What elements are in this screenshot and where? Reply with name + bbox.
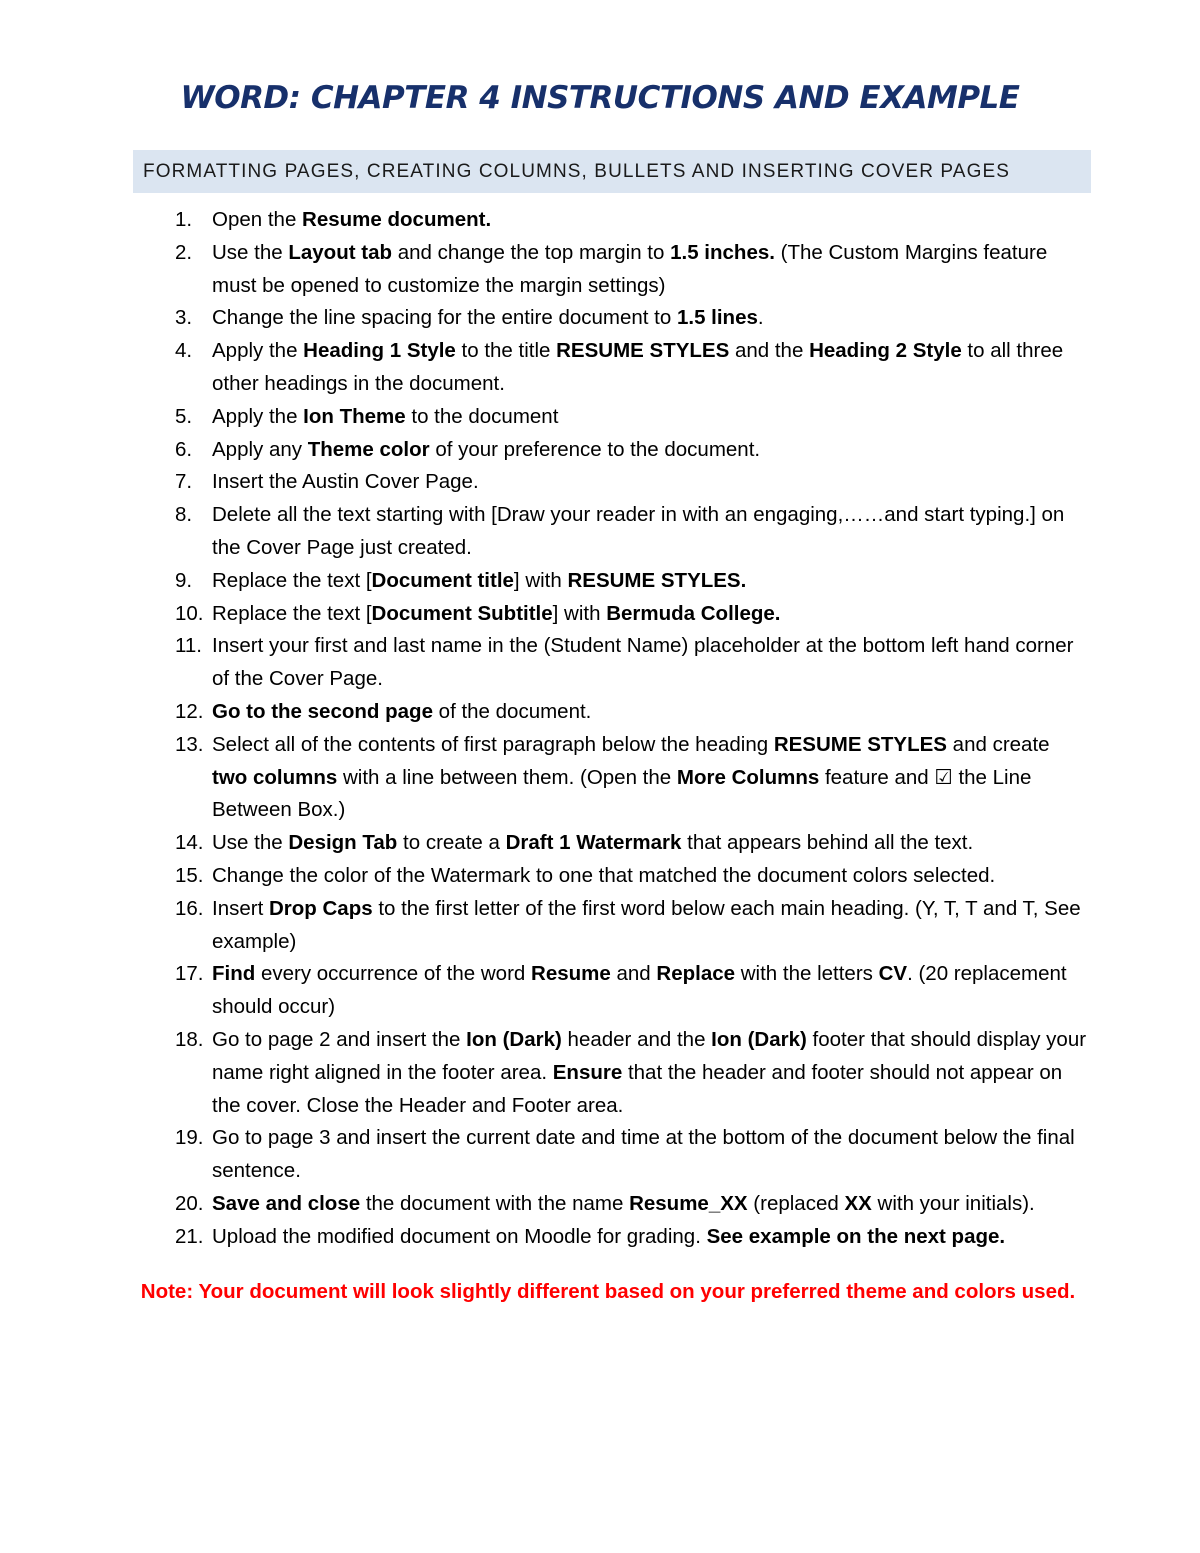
step-text-bold: 1.5 inches. xyxy=(670,240,775,264)
instruction-step xyxy=(175,466,1090,499)
step-text-run: of the document. xyxy=(432,699,592,723)
step-text-run: . (20 replacement should occur) xyxy=(212,962,1067,1019)
step-text-run: Change the color of the Watermark to one that matched the document colors selected. xyxy=(212,863,996,887)
step-text-run: Select all of the contents of first paragraph below the heading xyxy=(212,732,774,756)
step-text xyxy=(212,1024,1090,1122)
step-text-bold: Replace xyxy=(656,962,736,986)
step-number: 9. xyxy=(175,568,193,592)
step-number: 8. xyxy=(175,503,193,527)
step-number: 20. xyxy=(175,1191,204,1215)
step-text-run: ] with xyxy=(513,568,568,592)
step-text-run: to the first letter of the first word below each main heading. (Y, T, T and T, See example) xyxy=(212,896,1081,953)
step-text-run: Replace the text [ xyxy=(212,601,372,625)
instruction-step xyxy=(175,565,1090,598)
step-text xyxy=(212,729,1090,827)
instruction-step xyxy=(175,204,1090,237)
step-text-bold: Document title xyxy=(371,568,514,592)
step-text-bold: Document Subtitle xyxy=(371,601,553,625)
step-text-run: feature and ☑ the Line Between Box.) xyxy=(212,765,1032,822)
step-text-bold: CV xyxy=(878,962,908,986)
step-text xyxy=(212,958,1090,1024)
step-text-run: (The Custom Margins feature must be opened to customize the margin settings) xyxy=(212,240,1048,297)
instruction-step xyxy=(175,237,1090,303)
instruction-step xyxy=(175,893,1090,959)
step-text-run: Open the xyxy=(212,208,303,231)
step-text xyxy=(212,860,1090,893)
step-number: 5. xyxy=(175,404,193,428)
instruction-step xyxy=(175,958,1090,1024)
step-text-run: with the letters xyxy=(735,962,879,986)
step-text xyxy=(212,1188,1090,1221)
step-text-bold: XX xyxy=(844,1191,872,1215)
step-text-bold: RESUME STYLES xyxy=(556,339,730,363)
step-text-bold: Go to the second page xyxy=(212,699,433,723)
step-text xyxy=(212,335,1090,401)
step-number: 13. xyxy=(175,732,204,756)
instruction-step xyxy=(175,1188,1090,1221)
step-text-bold: Ion (Dark) xyxy=(466,1027,562,1051)
step-text xyxy=(212,827,1090,860)
step-text-run: to all three other headings in the document. xyxy=(212,339,1064,395)
step-text-bold: Heading 2 Style xyxy=(809,339,962,363)
step-number: 4. xyxy=(175,339,193,363)
instruction-step xyxy=(175,401,1090,434)
step-text-bold: two columns xyxy=(212,765,338,789)
step-text-run: to create a xyxy=(397,831,506,855)
section-heading: FORMATTING PAGES, CREATING COLUMNS, BULLETS AND INSERTING COVER PAGES xyxy=(143,160,1010,182)
step-text-run: header and the xyxy=(561,1027,712,1051)
step-text-run: of your preference to the document. xyxy=(429,437,761,461)
step-number: 11. xyxy=(175,634,202,658)
step-text-run: Apply the xyxy=(212,404,304,428)
step-text xyxy=(212,1221,1090,1254)
step-text xyxy=(212,401,1090,434)
step-text-bold: Heading 1 Style xyxy=(303,339,456,363)
step-text-bold: RESUME STYLES xyxy=(773,732,947,756)
step-text-run: Apply the xyxy=(212,339,304,363)
step-number: 12. xyxy=(175,699,204,723)
step-text xyxy=(212,499,1090,565)
step-number: 18. xyxy=(175,1027,204,1051)
instruction-step xyxy=(175,1024,1090,1122)
step-text-run: that appears behind all the text. xyxy=(681,831,974,855)
step-text-run: Go to page 3 and insert the current date and time at the bottom of the document below the final sentence. xyxy=(212,1126,1075,1183)
step-number: 10. xyxy=(175,601,204,625)
step-text-run: . xyxy=(757,306,764,330)
instruction-step xyxy=(175,598,1090,631)
step-text-bold: RESUME STYLES. xyxy=(567,568,747,592)
page-title: WORD: CHAPTER 4 INSTRUCTIONS AND EXAMPLE xyxy=(180,80,1020,116)
step-text-run: and the xyxy=(729,339,810,363)
step-text-run: ] with xyxy=(552,601,607,625)
step-text-bold: Find xyxy=(212,962,256,986)
step-text-bold: 1.5 lines xyxy=(676,306,758,330)
step-text-bold: Theme color xyxy=(307,437,430,461)
step-text-run: Go to page 2 and insert the xyxy=(212,1027,467,1051)
step-number: 1. xyxy=(175,208,193,231)
instruction-step xyxy=(175,1122,1090,1188)
step-text-run: and xyxy=(610,962,657,986)
note-text: Note: Your document will look slightly different based on your preferred theme and colors used. xyxy=(140,1280,1076,1303)
step-text xyxy=(212,237,1090,303)
step-text-bold: Resume document. xyxy=(302,208,492,231)
instruction-list xyxy=(175,204,1090,1254)
step-text-bold: Ensure xyxy=(552,1060,623,1084)
step-number: 14. xyxy=(175,831,204,855)
step-text-run: and change the top margin to xyxy=(392,240,671,264)
step-text-run: Use the xyxy=(212,831,289,855)
step-text-run: Insert your first and last name in the (Student Name) placeholder at the bottom left hand corner of the Cover Page. xyxy=(212,634,1074,691)
step-text-bold: Layout tab xyxy=(288,240,393,264)
step-text-run: Use the xyxy=(212,240,289,264)
step-text-run: that the header and footer should not appear on the cover. Close the Header and Footer area. xyxy=(212,1060,1063,1117)
step-text xyxy=(212,630,1090,696)
step-text xyxy=(212,302,1090,335)
step-text-bold: Bermuda College. xyxy=(606,601,781,625)
step-text-bold: Ion Theme xyxy=(303,404,406,428)
step-text xyxy=(212,565,1090,598)
instruction-step xyxy=(175,827,1090,860)
instruction-step xyxy=(175,630,1090,696)
step-text-bold: Draft 1 Watermark xyxy=(505,831,682,855)
instruction-step xyxy=(175,434,1090,467)
step-text-run: Change the line spacing for the entire document to xyxy=(212,306,677,330)
step-text-run: Apply any xyxy=(212,437,308,461)
instruction-step xyxy=(175,1221,1090,1254)
section-heading-banner xyxy=(133,150,1091,193)
step-number: 16. xyxy=(175,896,204,920)
step-text-bold: More Columns xyxy=(676,765,820,789)
instruction-step xyxy=(175,499,1090,565)
step-text xyxy=(212,696,1090,729)
step-text-run: Replace the text [ xyxy=(212,568,372,592)
step-number: 21. xyxy=(175,1224,204,1248)
step-text-run: Delete all the text starting with [Draw your reader in with an engaging,……and start typing.] on the Cover Page just created. xyxy=(212,503,1065,559)
step-text xyxy=(212,204,1090,237)
step-text-run: Insert the Austin Cover Page. xyxy=(212,470,479,494)
step-text-run: and create xyxy=(946,732,1050,756)
step-number: 6. xyxy=(175,437,193,461)
step-text-bold: Resume xyxy=(531,962,611,986)
instruction-step xyxy=(175,696,1090,729)
step-text-run: to the title xyxy=(455,339,557,363)
step-text xyxy=(212,466,1090,499)
step-text-run: to the document xyxy=(405,404,559,428)
step-text xyxy=(212,598,1090,631)
step-text-run: footer that should display your name right aligned in the footer area. xyxy=(212,1027,1087,1084)
step-text-bold: See example on the next page. xyxy=(706,1224,1006,1248)
step-number: 3. xyxy=(175,306,193,330)
instruction-step xyxy=(175,860,1090,893)
step-text xyxy=(212,893,1090,959)
step-text-bold: Ion (Dark) xyxy=(711,1027,807,1051)
step-text-run: Upload the modified document on Moodle for grading. xyxy=(212,1224,707,1248)
step-text-run: Insert xyxy=(212,896,269,920)
step-text xyxy=(212,1122,1090,1188)
step-text-run: the document with the name xyxy=(360,1191,630,1215)
step-number: 15. xyxy=(175,863,204,887)
instruction-step xyxy=(175,729,1090,827)
instruction-step xyxy=(175,302,1090,335)
step-text-run: (replaced xyxy=(747,1191,845,1215)
step-text-bold: Design Tab xyxy=(288,831,398,855)
instruction-step xyxy=(175,335,1090,401)
step-text-bold: Drop Caps xyxy=(268,896,373,920)
step-text-run: with your initials). xyxy=(871,1191,1035,1215)
step-text-bold: Save and close xyxy=(212,1191,361,1215)
step-number: 19. xyxy=(175,1126,204,1150)
step-text-run: every occurrence of the word xyxy=(255,962,532,986)
step-text-run: with a line between them. (Open the xyxy=(337,765,677,789)
step-text-bold: Resume_XX xyxy=(629,1191,748,1215)
step-number: 17. xyxy=(175,962,204,986)
step-text xyxy=(212,434,1090,467)
step-number: 2. xyxy=(175,240,193,264)
step-number: 7. xyxy=(175,470,193,494)
